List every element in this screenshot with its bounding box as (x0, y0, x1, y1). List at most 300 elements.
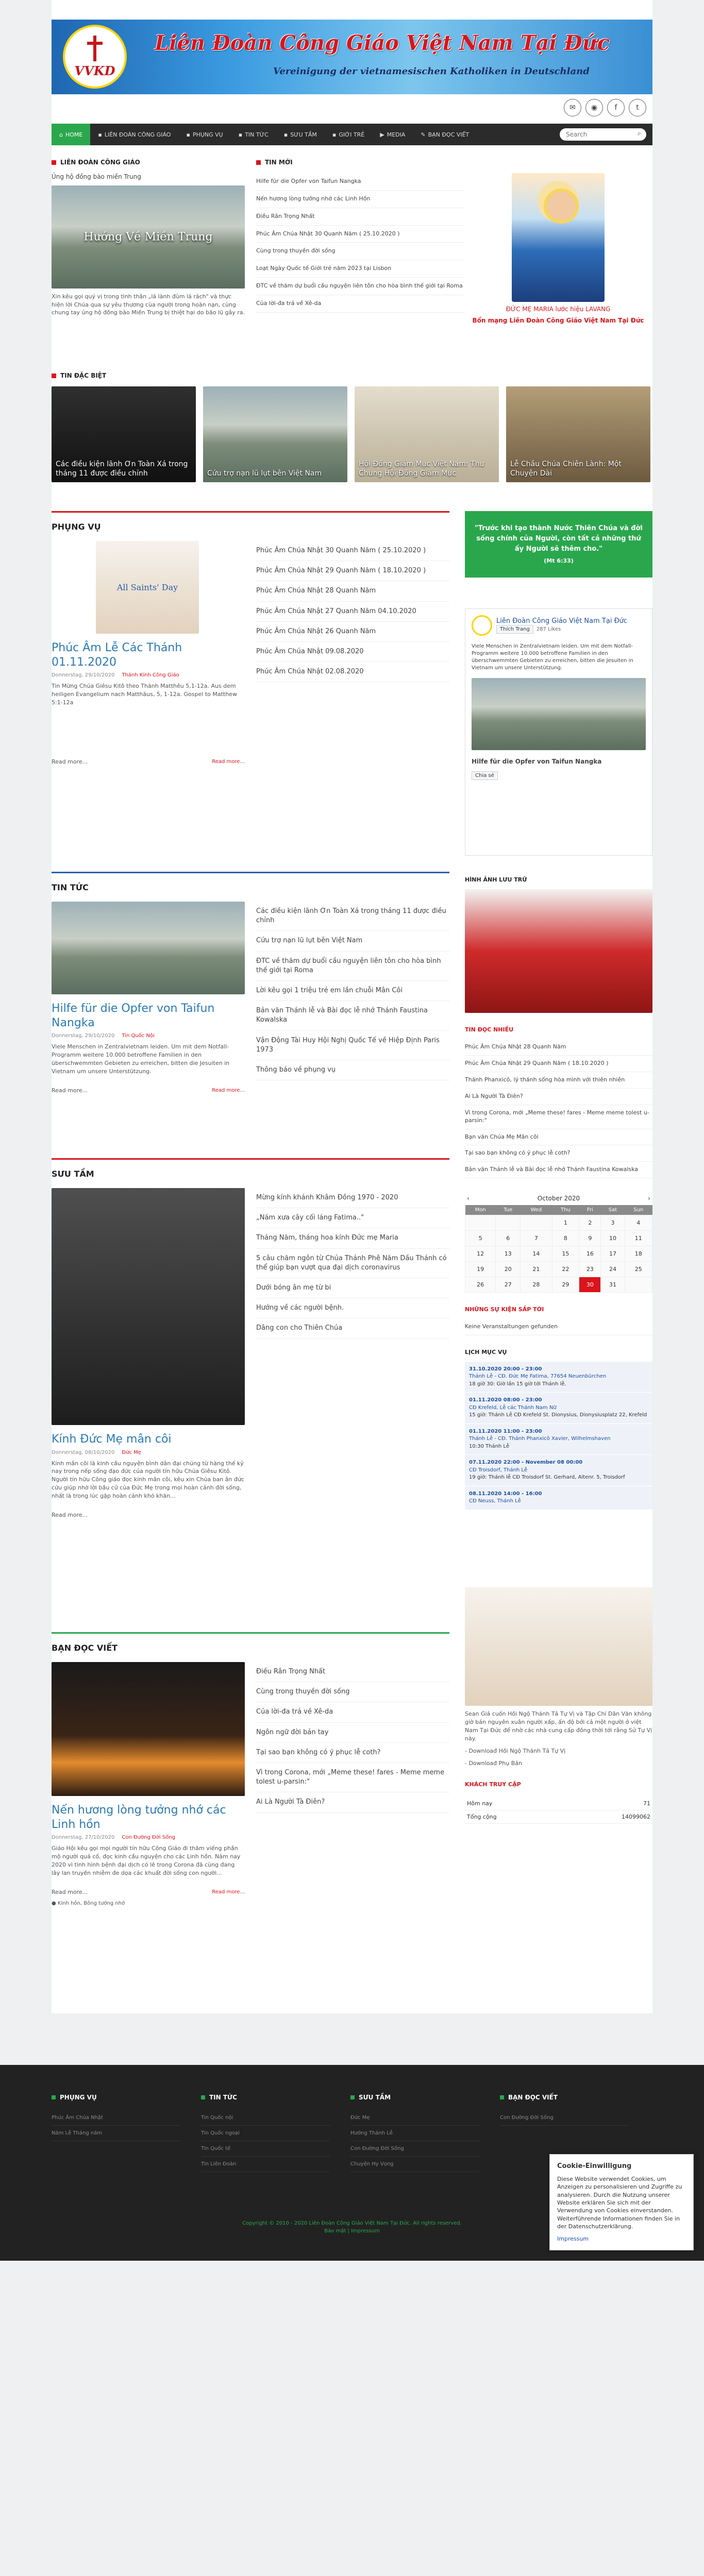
footer-links[interactable]: Bảo mật | Impressum (324, 2228, 380, 2234)
list-item[interactable]: ĐTC về thăm dự buổi cầu nguyện liên tôn cho hòa bình thế giới tại Roma (256, 952, 449, 981)
section-title-text: LIÊN ĐOÀN CÔNG GIÁO (60, 159, 140, 166)
lien-doan-image[interactable] (52, 185, 245, 289)
home-icon: ⌂ (59, 131, 63, 138)
list-item[interactable]: Hướng về các người bệnh. (256, 1298, 449, 1318)
list-item[interactable]: Phúc Âm Chúa Nhật 29 Quanh Năm ( 18.10.2020 ) (465, 1056, 652, 1072)
article-excerpt: Viele Menschen in Zentralvietnam leiden. Um mit dem Notfall-Programm weitere 10.000 betroffene Familien in den überschwemmten Gebieten zu erreichen, bitten die Jesuiten in Vietnam um unsere Unterstützung. (52, 1043, 230, 1075)
event-item[interactable] (465, 1393, 652, 1424)
calendar-day (465, 1215, 496, 1231)
list-item[interactable]: „Nám xưa cây cối láng Fatima.." (256, 1208, 449, 1228)
list-item[interactable]: Nến hương lòng tưởng nhớ các Linh Hồn (256, 191, 464, 208)
page (52, 0, 652, 2013)
stat-row (465, 1810, 652, 1824)
list-item[interactable]: Bạn văn Chúa Mẹ Mân côi (465, 1129, 652, 1146)
calendar-weekday: Tue (496, 1205, 521, 1215)
event-item[interactable] (465, 1424, 652, 1455)
fb-header (472, 615, 646, 636)
more-link[interactable]: Read more... (212, 1889, 245, 1895)
list-item[interactable]: Vận Động Tài Huy Hội Nghị Quốc Tế về Hiệp Định Paris 1973 (256, 1031, 449, 1060)
search-input[interactable] (560, 128, 646, 141)
footer-column-title-text: SƯU TẦM (359, 2094, 391, 2101)
list-item[interactable]: Phúc Âm Chúa Nhật 29 Quanh Năm ( 18.10.2020 ) (256, 561, 449, 581)
article-title[interactable]: Phúc Âm Lễ Các Thánh 01.11.2020 (52, 641, 182, 669)
featured-card[interactable] (506, 386, 650, 482)
footer-column (52, 2094, 201, 2172)
list-item[interactable]: Điều Rân Trọng Nhất (256, 1662, 449, 1682)
event-title: CĐ Neuss, Thánh Lễ (469, 1498, 521, 1504)
calendar-day[interactable]: 9 (579, 1231, 601, 1246)
article-meta (52, 672, 245, 678)
block-main-article (52, 1188, 245, 1518)
article-title[interactable]: Hilfe für die Opfer von Taifun Nangka (52, 1002, 215, 1029)
article-meta (52, 1450, 245, 1455)
calendar-month: October 2020 (537, 1195, 580, 1202)
footer-link[interactable]: Con Đường Đời Sống (500, 2110, 629, 2126)
tin-moi-section (256, 159, 464, 372)
list-item[interactable]: Loạt Ngày Quốc tế Giới trẻ năm 2023 tại Lisbon (256, 260, 464, 278)
list-item[interactable]: Phúc Âm Chúa Nhật 02.08.2020 (256, 662, 449, 682)
side-title: HÌNH ẢNH LƯU TRỮ (465, 876, 527, 884)
site-subtitle: Vereinigung der vietnamesischen Katholiken in Deutschland (273, 66, 590, 77)
events-empty (465, 1319, 652, 1335)
maria-caption-1: ĐỨC MẸ MARIA lước hiệu LAVANG (506, 306, 611, 313)
calendar-grid (465, 1205, 652, 1293)
twitter-icon[interactable]: t (629, 99, 646, 116)
article-category[interactable]: Đức Mẹ (122, 1449, 141, 1455)
list-item[interactable]: Tại sao bạn không có ý phục lễ coth? (256, 1743, 449, 1763)
list-item[interactable]: Phúc Âm Chúa Nhật 27 Quanh Năm 04.10.2020 (256, 602, 449, 622)
nav-suu-tam[interactable] (276, 124, 325, 145)
article-date: Donnerstag, 29/10/2020 (52, 672, 115, 678)
search-icon: ▪ (283, 131, 288, 138)
stat-value: 14099062 (622, 1813, 650, 1820)
cookie-text: Diese Website verwendet Cookies, um Anzeigen zu personalisieren und Zugriffe zu analysieren. Durch die Nutzung unserer Website erklären Sie sich mit der Verwendung von Cookies einverstanden. Weiterführende Informationen finden Sie in der Datenschutzerklärung. (557, 2175, 682, 2230)
event-place: 19 giờ: Thánh lễ CĐ Troisdorf St. Gerhard, Altenr. 5, Troisdorf (469, 1475, 625, 1481)
cookie-title: Cookie-Einwilligung (557, 2162, 632, 2170)
article-meta (52, 1835, 245, 1840)
users-icon: ▪ (332, 131, 337, 138)
block-title: SƯU TẦM (52, 1169, 94, 1179)
play-icon: ▶ (380, 131, 384, 138)
tag-icon: ● (52, 1900, 58, 1906)
block-list (256, 1188, 449, 1518)
fb-likes-count: 287 Likes (536, 626, 561, 633)
calendar-day[interactable]: 24 (601, 1262, 625, 1277)
event-date: 08.11.2020 14:00 - 16:00 (469, 1490, 542, 1497)
quote-ref: (Mt 6:33) (544, 557, 574, 565)
featured-card[interactable] (52, 386, 196, 482)
more-link[interactable]: Read more... (212, 1087, 245, 1093)
featured-card[interactable] (203, 386, 347, 482)
bible-quote (465, 511, 652, 578)
block-columns (52, 1662, 449, 1906)
phung-vu-block (52, 511, 449, 872)
calendar-weekday: Mon (465, 1205, 496, 1215)
event-date: 07.11.2020 22:00 - November 08 00:00 (469, 1460, 583, 1466)
footer-link[interactable]: Tin Quốc nội (201, 2110, 330, 2126)
event-date: 01.11.2020 11:00 - 23:00 (469, 1428, 542, 1434)
calendar-day[interactable]: 30 (579, 1277, 601, 1293)
list-item[interactable]: Dâng con cho Thiên Chúa (256, 1318, 449, 1338)
read-more-link[interactable]: Read more... (52, 758, 88, 765)
event-item[interactable] (465, 1455, 652, 1486)
calendar-day[interactable]: 31 (601, 1277, 625, 1293)
block-main-article (52, 541, 245, 765)
list-item[interactable]: Tháng Năm, tháng hoa kính Đức mẹ Maria (256, 1228, 449, 1248)
block-list (256, 902, 449, 1094)
event-date: 01.11.2020 08:00 - 23:00 (469, 1397, 542, 1403)
calendar-day[interactable]: 23 (579, 1262, 601, 1277)
footer-link[interactable]: Con Đường Đời Sống (350, 2141, 479, 2157)
event-item[interactable] (465, 1362, 652, 1393)
calendar-day (625, 1277, 652, 1293)
list-item[interactable]: Của lời-đa trả về Xê-da (256, 295, 464, 313)
footer-link[interactable]: Tin Liên Đoàn (201, 2157, 330, 2172)
calendar-day[interactable]: 26 (465, 1277, 496, 1293)
image-caption: Hướng Về Miền Trung (83, 230, 213, 244)
suu-tam-block (52, 1158, 449, 1632)
article-date: Donnerstag, 08/10/2020 (52, 1449, 115, 1455)
fb-like-button[interactable]: Thích Trang (496, 625, 533, 634)
lien-doan-section (52, 159, 245, 372)
event-place: 18 giờ 30: Giờ lần 15 giờ tới Thánh lễ. (469, 1381, 566, 1387)
copyright-text: Copyright © 2010 - 2020 Liên Đoàn Công Giáo Việt Nam Tại Đức. All rights reserved. (242, 2221, 462, 2226)
nav-label: MEDIA (387, 131, 406, 138)
list-item[interactable]: Phúc Âm Chúa Nhật 30 Quanh Năm ( 25.10.2020 ) (256, 226, 464, 243)
article-title[interactable]: Kính Đức Mẹ mân côi (52, 1433, 172, 1446)
nav-label: TIN TỨC (245, 131, 269, 138)
calendar-weekday: Thu (552, 1205, 579, 1215)
stat-value: 71 (643, 1800, 650, 1807)
article-excerpt: Kính mân côi là kinh cầu nguyện bình dân đại chúng từ hàng thế kỷ nay trong nếp sống đạo đức của người tín hữu Chúa Giêsu Kitô. Người tín hữu Công giáo đọc kinh mân côi, kêu xin Chúa ban ân đức cứu giúp nhờ lời bầu cử của Đức Mẹ trong mọi hoàn cảnh đời sống, nhất là trong lúc gặp hoàn cảnh khó khăn... (52, 1460, 244, 1500)
article-date: Donnerstag, 27/10/2020 (52, 1835, 115, 1840)
read-row (52, 1512, 245, 1518)
calendar-day[interactable]: 17 (601, 1246, 625, 1262)
featured-caption: Các điều kiện lãnh Ơn Toàn Xá trong tháng 11 được điều chỉnh (56, 460, 188, 478)
nav-lien-doan[interactable] (90, 124, 178, 145)
list-item[interactable]: Phúc Âm Chúa Nhật 26 Quanh Năm (256, 622, 449, 642)
section-title-text: TIN ĐẶC BIỆT (60, 372, 107, 379)
list-item[interactable]: Lời kêu gọi 1 triệu trẻ em lần chuỗi Mân Côi (256, 981, 449, 1001)
visitor-stats (465, 1797, 652, 1824)
book-link[interactable]: - Downloađ Hồi Ngộ Thánh Tả Tự Vị (465, 1747, 566, 1754)
list-item[interactable]: Phúc Âm Chúa Nhật 28 Quanh Năm (465, 1039, 652, 1056)
list-item[interactable]: Phúc Âm Chúa Nhật 09.08.2020 (256, 642, 449, 662)
footer-link[interactable]: Hướng Thánh Lễ (350, 2126, 479, 2141)
list-item[interactable]: Tại sao bạn không có ý phục lễ coth? (465, 1145, 652, 1162)
calendar-day[interactable]: 29 (552, 1277, 579, 1293)
tin-dac-biet-row (52, 386, 652, 482)
site-title: Liên Đoàn Công Giáo Việt Nam Tại Đức (155, 31, 610, 55)
article-category[interactable]: Thánh Kinh Công Giáo (122, 672, 179, 678)
footer-column-title-text: TIN TỨC (209, 2094, 237, 2101)
block-main-article (52, 902, 245, 1094)
nav-label: PHỤNG VỤ (192, 131, 223, 138)
calendar-day[interactable]: 10 (601, 1231, 625, 1246)
block-columns (52, 541, 449, 765)
pen-icon: ✎ (421, 131, 426, 138)
calendar-day[interactable]: 4 (625, 1215, 652, 1231)
block-main-article (52, 1662, 245, 1906)
calendar-day[interactable]: 2 (579, 1215, 601, 1231)
stat-label: Hôm nay (467, 1800, 493, 1807)
nav-tin-tuc[interactable] (231, 124, 276, 145)
lien-doan-excerpt: Xin kêu gọi quý vị trong tình thân „lá lành đùm lá rách" và thực hiện lời Chúa qua sự yêu thương cùa người trong hoàn nạn, cùng chung tay ủng hộ đồng bào Miền Trung bị thiệt hại do bão lũ gây ra. (52, 293, 245, 316)
book-link[interactable]: - Downloađ Phụ Bản (465, 1759, 522, 1767)
featured-caption: Lễ Chầu Chúa Chiên Lành: Một Chuyện Dài (510, 460, 622, 478)
read-row (52, 1889, 245, 1895)
featured-card[interactable] (355, 386, 499, 482)
calendar-day[interactable]: 5 (465, 1231, 496, 1246)
calendar-header (465, 1192, 652, 1205)
read-more-link[interactable]: Read more... (52, 1888, 88, 1895)
tags-text[interactable]: Kinh hồn, Bông tưởng nhớ (57, 1900, 125, 1906)
square-icon (52, 160, 56, 165)
section-title (256, 159, 464, 166)
footer-column-title (201, 2094, 350, 2101)
article-tags (52, 1901, 245, 1906)
calendar-day[interactable]: 7 (521, 1231, 552, 1246)
calendar-day[interactable]: 1 (552, 1215, 579, 1231)
article-image[interactable] (52, 1662, 245, 1796)
fb-page-avatar[interactable] (472, 615, 492, 636)
tin-doc-nhieu-list (465, 1039, 652, 1178)
footer-column-title (52, 2094, 201, 2101)
article-meta (52, 1033, 245, 1039)
article-title[interactable]: Nến hương lòng tưởng nhớ các Linh hồn (52, 1804, 226, 1831)
calendar-day[interactable]: 25 (625, 1262, 652, 1277)
list-item[interactable]: Của lời-đa trả về Xê-da (256, 1702, 449, 1722)
calendar-day[interactable]: 20 (496, 1262, 521, 1277)
footer-column-title (350, 2094, 500, 2101)
event-title: CĐ Krefeld, Lễ các Thánh Nam Nữ (469, 1404, 557, 1411)
list-item[interactable]: Cùng trong thuyền đời sống (256, 243, 464, 260)
events-list (465, 1362, 652, 1510)
image-caption: All Saints' Day (116, 582, 178, 592)
calendar-weekday: Sat (601, 1205, 625, 1215)
footer-link[interactable]: Chuyện Hy Vọng (350, 2157, 479, 2172)
cookie-impressum-link[interactable]: Impressum (557, 2235, 589, 2242)
section-title (52, 159, 245, 166)
featured-caption: Hội Đồng Giám Mục Việt Nam: Thư Chung Hội Đồng Giám Mục (359, 460, 484, 478)
nav-home[interactable] (52, 124, 90, 145)
event-place: 15 giờ: Thánh Lễ CĐ Krefeld St. Dionysius, Dionysiusplatz 22, Krefeld (469, 1412, 647, 1418)
email-icon[interactable]: ✉ (564, 99, 581, 116)
footer-column-title-text: PHỤNG VỤ (60, 2094, 97, 2101)
article-category[interactable]: Tin Quốc Nội (122, 1033, 155, 1039)
calendar-day[interactable]: 8 (552, 1231, 579, 1246)
site-logo[interactable] (63, 25, 127, 89)
read-more-link[interactable]: Read more... (52, 1512, 88, 1519)
block-title: PHỤNG VỤ (52, 522, 101, 532)
more-link[interactable]: Read more... (212, 758, 245, 765)
calendar-day[interactable]: 3 (601, 1215, 625, 1231)
fb-share-button[interactable]: Chia sẻ (472, 771, 498, 780)
footer-link[interactable]: Đức Mẹ (350, 2110, 479, 2126)
article-image[interactable] (96, 541, 199, 634)
calendar-weekday: Wed (521, 1205, 552, 1215)
ban-doc-viet-block (52, 1632, 449, 2013)
nav-ban-doc-viet[interactable] (413, 124, 477, 145)
list-item[interactable]: Phúc Âm Chúa Nhật 28 Quanh Năm (256, 581, 449, 601)
article-image[interactable] (52, 902, 245, 994)
archive-image[interactable] (465, 889, 652, 1013)
calendar-day[interactable]: 13 (496, 1246, 521, 1262)
article-excerpt: Giáo Hội kêu gọi mọi người tín hữu Công Giáo đi thăm viếng phần mộ người quá cố, đọc kinh cầu nguyện cho các Linh hồn. Năm nay 2020 vì tình hình bệnh đại dịch có lẽ trong Corona đã cùng đang lây lan truyền nhiễm đe dọa các khuất đời sống con người... (52, 1845, 241, 1876)
side-title: LỊCH MỤC VỤ (465, 1348, 507, 1355)
event-title: Thánh Lễ - CĐ. Đức Mẹ Fatima, 77654 Neuenbürchen (469, 1374, 607, 1380)
nav-label: GIỚI TRẺ (339, 131, 365, 138)
event-place: 10:30 Thánh Lễ (469, 1443, 510, 1449)
list-item[interactable]: Các điều kiện lãnh Ơn Toàn Xá trong tháng 11 được điều chỉnh (256, 902, 449, 931)
maria-section (464, 159, 652, 372)
section-title (52, 372, 652, 379)
calendar-day[interactable]: 12 (465, 1246, 496, 1262)
block-list (256, 541, 449, 765)
block-columns (52, 902, 449, 1094)
list-item[interactable]: Cứu trợ nạn lũ lụt bên Việt Nam (256, 931, 449, 951)
calendar-day[interactable]: 28 (521, 1277, 552, 1293)
next-month-icon[interactable]: › (648, 1195, 650, 1202)
nav-phung-vu[interactable] (178, 124, 230, 145)
list-item[interactable]: Ai Là Người Tà Điên? (465, 1089, 652, 1105)
list-item[interactable]: Phúc Âm Chúa Nhật 30 Quanh Năm ( 25.10.2020 ) (256, 541, 449, 561)
nav-label: BẠN ĐỌC VIẾT (428, 131, 470, 138)
read-more-link[interactable]: Read more... (52, 1087, 88, 1094)
read-row (52, 758, 245, 765)
list-item[interactable]: Dưới bóng ân mẹ từ bi (256, 1278, 449, 1298)
book-image[interactable] (465, 1587, 652, 1706)
maria-image (512, 173, 605, 302)
block-list (256, 1662, 449, 1906)
newspaper-icon: ▪ (238, 131, 243, 138)
read-row (52, 1087, 245, 1094)
site-banner[interactable] (52, 20, 652, 94)
bookmark-icon: ▪ (98, 131, 102, 138)
calendar-day (521, 1215, 552, 1231)
list-item[interactable]: Vì trong Corona, mới „Meme these! fares - Meme meme tolest u-parsin:" (256, 1763, 449, 1792)
right-column (465, 511, 652, 2013)
search-icon[interactable]: ⌕ (637, 130, 641, 138)
top-row (52, 145, 652, 372)
prev-month-icon[interactable]: ‹ (467, 1195, 470, 1202)
nav-label: HOME (65, 131, 83, 138)
stat-label: Tổng cộng (467, 1813, 497, 1820)
tin-dac-biet-section (52, 372, 652, 511)
featured-caption: Cứu trợ nạn lũ lụt bên Việt Nam (207, 469, 322, 478)
calendar-day[interactable]: 15 (552, 1246, 579, 1262)
square-icon (350, 2095, 355, 2099)
footer (0, 2065, 704, 2261)
footer-link[interactable]: Tin Quốc ngoại (201, 2126, 330, 2141)
list-item[interactable]: Cùng trong thuyền đời sống (256, 1682, 449, 1702)
list-item[interactable]: 5 câu chăm ngôn từ Chúa Thánh Phê Năm Dầu Thánh có thể giúp bạn vượt qua đại dịch coronavirus (256, 1249, 449, 1278)
event-item[interactable] (465, 1486, 652, 1510)
facebook-icon[interactable]: f (607, 99, 625, 116)
calendar-day[interactable]: 18 (625, 1246, 652, 1262)
list-item[interactable]: ĐTC về thăm dự buổi cầu nguyện liên tôn cho hòa bình thế giới tại Roma (256, 278, 464, 295)
calendar-day[interactable]: 14 (521, 1246, 552, 1262)
side-title: NHỮNG SỰ KIỆN SẮP TỚI (465, 1306, 544, 1313)
fb-post-image[interactable] (472, 678, 646, 750)
list-item[interactable]: Ngôn ngữ đời bản tay (256, 1723, 449, 1743)
fb-share-row (472, 771, 646, 780)
logo-text: VVKD (74, 63, 115, 78)
footer-column (201, 2094, 350, 2172)
lien-doan-link[interactable]: Ủng hộ đồng bào miền Trung (52, 173, 141, 180)
tin-tuc-block (52, 872, 449, 1158)
calendar-day[interactable]: 19 (465, 1262, 496, 1277)
list-item[interactable]: Thông báo về phụng vụ (256, 1060, 449, 1080)
nav-media[interactable] (372, 124, 413, 145)
social-links (564, 99, 646, 116)
list-item[interactable]: Ai Là Người Tà Điên? (256, 1792, 449, 1812)
calendar-day[interactable]: 21 (521, 1262, 552, 1277)
footer-column (350, 2094, 500, 2172)
list-item[interactable]: Bản văn Thánh lễ và Bài đọc lễ nhớ Thánh Faustina Kowalska (256, 1001, 449, 1030)
footer-link[interactable]: Phúc Âm Chúa Nhật (52, 2110, 180, 2126)
cross-icon (86, 36, 104, 61)
calendar-weekday: Fri (579, 1205, 601, 1215)
calendar-day[interactable]: 16 (579, 1246, 601, 1262)
calendar-day[interactable]: 27 (496, 1277, 521, 1293)
main-nav (52, 124, 652, 145)
block-columns (52, 1188, 449, 1518)
article-excerpt: Tin Mừng Chúa Giêsu Kitô theo Thánh Matthêu 5,1-12a. Aus dem heiligen Evangelium nach Matthäus, 5, 1-12a. Gospel to Matthew 5:1-12a (52, 683, 237, 706)
calendar-widget (465, 1192, 652, 1293)
facebook-widget (465, 608, 652, 856)
fb-post-title[interactable]: Hilfe für die Opfer von Taifun Nangka (472, 758, 602, 766)
side-title: TIN ĐỌC NHIỀU (465, 1026, 514, 1033)
footer-link[interactable]: Tin Quốc tế (201, 2141, 330, 2157)
block-title: BẠN ĐỌC VIẾT (52, 1643, 118, 1653)
nav-gioi-tre[interactable] (325, 124, 372, 145)
footer-link[interactable]: Năm Lễ Tháng năm (52, 2126, 180, 2141)
header (52, 0, 652, 124)
list-item[interactable]: Thánh Phanxicô, lý thánh sống hòa mình với thiên nhiên (465, 1072, 652, 1089)
nav-label: LIÊN ĐOÀN CÔNG GIÁO (104, 131, 171, 138)
cookie-banner (549, 2154, 694, 2250)
maria-caption-2: Bổn mạng Liên Đoàn Công Giáo Việt Nam Tại Đức (472, 317, 644, 325)
event-date: 31.10.2020 20:00 - 23:00 (469, 1366, 542, 1372)
article-date: Donnerstag, 29/10/2020 (52, 1033, 115, 1039)
article-image[interactable] (52, 1188, 245, 1425)
calendar-day[interactable]: 11 (625, 1231, 652, 1246)
list-item[interactable]: Bản văn Thánh lễ và Bài đọc lễ nhớ Thánh Faustina Kowalska (465, 1162, 652, 1178)
calendar-day[interactable]: 22 (552, 1262, 579, 1277)
quote-text: "Trước khi tạo thành Nước Thiên Chúa và đời sống chính của Người, còn tất cả những thứ ấy Người sẽ thêm cho." (475, 524, 643, 553)
stat-row (465, 1797, 652, 1810)
calendar-day (496, 1215, 521, 1231)
list-item[interactable]: Hilfe für die Opfer von Taifun Nangka (256, 173, 464, 191)
square-icon (500, 2095, 504, 2099)
list-item[interactable]: Điều Rân Trọng Nhất (256, 208, 464, 226)
calendar-day[interactable]: 6 (496, 1231, 521, 1246)
block-title: TIN TỨC (52, 883, 89, 892)
list-item[interactable]: Mừng kính khánh Khâm Đồng 1970 - 2020 (256, 1188, 449, 1208)
nav-label: SƯU TẦM (290, 131, 317, 138)
calendar-weekday: Sun (625, 1205, 652, 1215)
fb-page-name[interactable]: Liên Đoàn Công Giáo Việt Nam Tại Đức (496, 617, 628, 625)
list-item[interactable]: Vì trong Corona, mới „Meme these! fares - Meme meme tolest u-parsin:" (465, 1105, 652, 1129)
events-empty-text: Keine Veranstaltungen gefunden (465, 1319, 652, 1335)
rss-icon[interactable]: ◉ (585, 99, 603, 116)
main-area (52, 511, 652, 2013)
article-category[interactable]: Con Đường Đời Sống (122, 1835, 176, 1840)
footer-column-title (500, 2094, 649, 2101)
fb-post-text: Viele Menschen in Zentralvietnam leiden. Um mit dem Notfall-Programm weitere 10.000 betroffene Familien in den überschwemmten Gebieten zu erreichen, bitten die Jesuiten in Vietnam um unsere Unterstützung. (472, 643, 633, 671)
fb-actions (496, 625, 627, 634)
